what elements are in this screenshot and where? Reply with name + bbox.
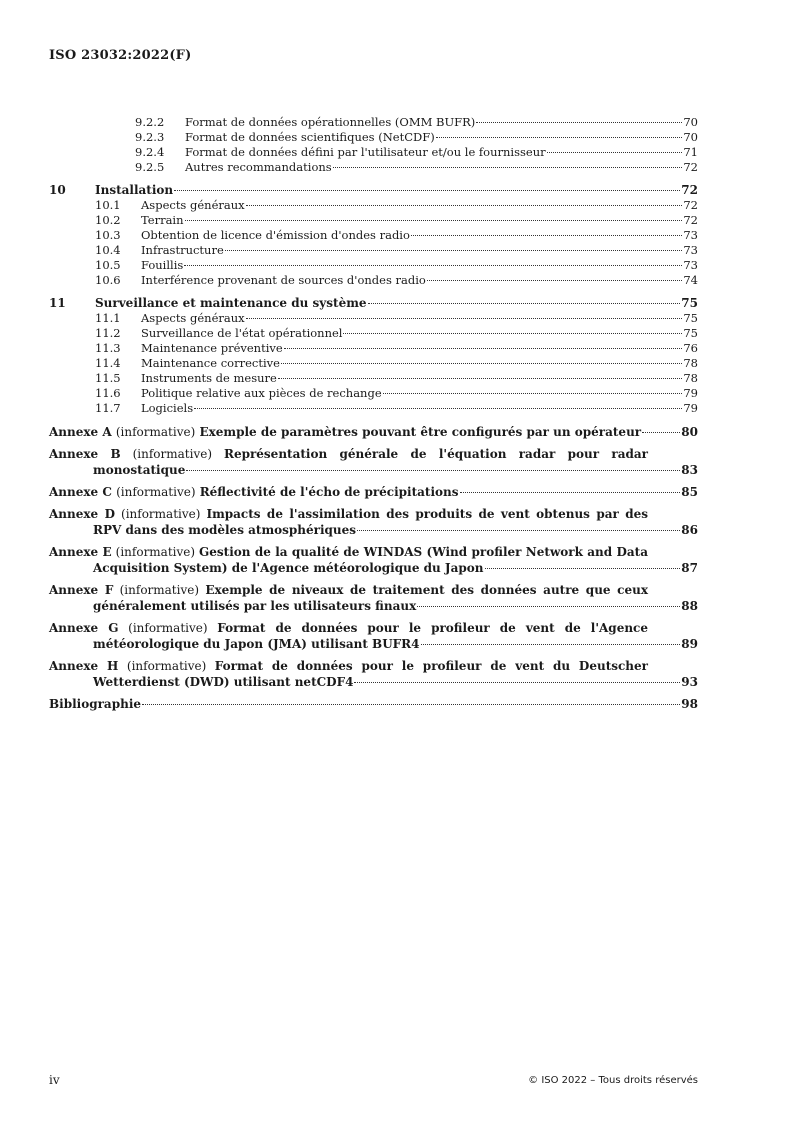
toc-title: Politique relative aux pièces de rechange (141, 386, 382, 400)
toc-title: Surveillance et maintenance du système (95, 296, 367, 310)
toc-number: 9.2.4 (135, 145, 165, 159)
annex-label: Annexe F (49, 583, 114, 597)
toc-bibliography[interactable] (49, 696, 698, 712)
toc-annex-c[interactable] (49, 484, 698, 500)
toc-page: 78 (683, 356, 698, 370)
dot-leader (642, 432, 680, 433)
dot-leader (278, 378, 683, 379)
toc-section-10[interactable] (49, 183, 698, 198)
toc-number: 11.3 (95, 341, 121, 355)
toc-title: Surveillance de l'état opérationnel (141, 326, 343, 340)
toc-number: 9.2.3 (135, 130, 165, 144)
toc-title: Aspects généraux (141, 198, 245, 212)
toc-title: Logiciels (141, 401, 194, 415)
annex-label: Annexe D (49, 507, 115, 521)
toc-page: 71 (683, 145, 698, 159)
toc-title: Infrastructure (141, 243, 224, 257)
toc-entry-9-2-5[interactable] (49, 160, 698, 175)
toc-annex-f[interactable] (49, 582, 698, 614)
dot-leader (368, 303, 681, 304)
annex-title-line2: généralement utilisés par les utilisateurs finaux (93, 599, 417, 613)
dot-leader (411, 235, 682, 236)
toc-page: 85 (681, 485, 698, 499)
toc-entry-11-4[interactable] (49, 356, 698, 371)
dot-leader (225, 250, 683, 251)
annex-type: (informative) (115, 545, 196, 559)
toc-title: Maintenance corrective (141, 356, 280, 370)
dot-leader (460, 492, 681, 493)
toc-annex-b[interactable] (49, 446, 698, 478)
annex-title-line1: Format de données pour le profileur de vent du Deutscher (214, 659, 648, 673)
toc-page: 75 (681, 296, 698, 310)
dot-leader (246, 205, 683, 206)
toc-annex-a[interactable] (49, 424, 698, 440)
toc-entry-11-5[interactable] (49, 371, 698, 386)
toc-page: 75 (683, 311, 698, 325)
toc-title: Format de données scientifiques (NetCDF) (185, 130, 435, 144)
annex-type: (informative) (121, 507, 201, 521)
annex-title-line1: Exemple de niveaux de traitement des données autre que ceux (205, 583, 648, 597)
toc-number: 11.5 (95, 371, 121, 385)
toc-title: Obtention de licence d'émission d'ondes radio (141, 228, 410, 242)
toc-section-11[interactable] (49, 296, 698, 311)
dot-leader (436, 137, 683, 138)
toc-page: 73 (683, 228, 698, 242)
dot-leader (383, 393, 683, 394)
toc-page: 76 (683, 341, 698, 355)
dot-leader (174, 190, 680, 191)
annex-title-line2: météorologique du Japon (JMA) utilisant BUFR4 (93, 637, 420, 651)
toc-annex-g[interactable] (49, 620, 698, 652)
toc-annex-d[interactable] (49, 506, 698, 538)
toc-entry-9-2-3[interactable] (49, 130, 698, 145)
toc-number: 10.4 (95, 243, 121, 257)
toc-entry-10-4[interactable] (49, 243, 698, 258)
toc-page: 70 (683, 130, 698, 144)
dot-leader (333, 167, 683, 168)
annex-title-line2: RPV dans des modèles atmosphériques (93, 523, 357, 537)
annex-title-line2: monostatique (93, 463, 186, 477)
annex-type: (informative) (128, 621, 208, 635)
table-of-contents (49, 115, 698, 712)
annex-label: Annexe B (49, 447, 121, 461)
toc-entry-11-1[interactable] (49, 311, 698, 326)
toc-page: 80 (681, 425, 698, 439)
toc-entry-9-2-2[interactable] (49, 115, 698, 130)
annex-title: Réflectivité de l'écho de précipitations (199, 485, 459, 499)
toc-title: Maintenance préventive (141, 341, 283, 355)
dot-leader (284, 348, 683, 349)
dot-leader (476, 122, 682, 123)
toc-number: 11 (49, 296, 66, 310)
toc-number: 9.2.5 (135, 160, 165, 174)
toc-title: Installation (95, 183, 174, 197)
toc-entry-11-3[interactable] (49, 341, 698, 356)
annex-label: Annexe C (49, 485, 112, 499)
toc-page: 78 (683, 371, 698, 385)
toc-title: Format de données opérationnelles (OMM BUFR) (185, 115, 476, 129)
toc-number: 11.6 (95, 386, 121, 400)
annex-type: (informative) (115, 425, 196, 439)
toc-number: 10.1 (95, 198, 121, 212)
toc-page: 88 (681, 599, 698, 613)
toc-number: 10.5 (95, 258, 121, 272)
toc-number: 11.7 (95, 401, 121, 415)
toc-page: 70 (683, 115, 698, 129)
toc-entry-10-2[interactable] (49, 213, 698, 228)
dot-leader (186, 470, 680, 471)
toc-number: 10.6 (95, 273, 121, 287)
annex-title-line1: Format de données pour le profileur de vent de l'Agence (217, 621, 648, 635)
toc-annex-e[interactable] (49, 544, 698, 576)
toc-page: 98 (681, 697, 698, 711)
toc-number: 11.2 (95, 326, 121, 340)
toc-page: 93 (681, 675, 698, 689)
toc-page: 75 (683, 326, 698, 340)
toc-page: 73 (683, 258, 698, 272)
annex-type: (informative) (119, 583, 200, 597)
toc-entry-11-7[interactable] (49, 401, 698, 416)
footer-page-number: iv (49, 1073, 60, 1087)
toc-page: 79 (683, 386, 698, 400)
toc-entry-11-6[interactable] (49, 386, 698, 401)
dot-leader (427, 280, 683, 281)
toc-entry-10-1[interactable] (49, 198, 698, 213)
annex-label: Annexe H (49, 659, 119, 673)
toc-annex-h[interactable] (49, 658, 698, 690)
toc-number: 10.3 (95, 228, 121, 242)
toc-entry-10-5[interactable] (49, 258, 698, 273)
toc-page: 86 (681, 523, 698, 537)
annex-title-line2: Acquisition System) de l'Agence météorologique du Japon (93, 561, 484, 575)
dot-leader (357, 530, 680, 531)
toc-entry-9-2-4[interactable] (49, 145, 698, 160)
dot-leader (194, 408, 682, 409)
toc-number: 10 (49, 183, 66, 197)
annex-title-line1: Impacts de l'assimilation des produits de vent obtenus par des (206, 507, 648, 521)
toc-title: Terrain (141, 213, 184, 227)
dot-leader (421, 644, 681, 645)
toc-entry-10-6[interactable] (49, 273, 698, 288)
annex-type: (informative) (126, 659, 207, 673)
bibliography-title: Bibliographie (49, 697, 142, 711)
toc-title: Instruments de mesure (141, 371, 277, 385)
toc-number: 11.1 (95, 311, 121, 325)
toc-page: 72 (683, 213, 698, 227)
toc-number: 9.2.2 (135, 115, 165, 129)
annex-title-line2: Wetterdienst (DWD) utilisant netCDF4 (93, 675, 354, 689)
annex-title: Exemple de paramètres pouvant être configurés par un opérateur (199, 425, 642, 439)
toc-page: 72 (681, 183, 698, 197)
document-id: ISO 23032:2022(F) (49, 48, 192, 63)
toc-number: 10.2 (95, 213, 121, 227)
toc-entry-11-2[interactable] (49, 326, 698, 341)
dot-leader (246, 318, 683, 319)
dot-leader (354, 682, 680, 683)
annex-label: Annexe G (49, 621, 119, 635)
toc-title: Autres recommandations (185, 160, 332, 174)
toc-title: Format de données défini par l'utilisateur et/ou le fournisseur (185, 145, 546, 159)
dot-leader (185, 220, 683, 221)
toc-page: 73 (683, 243, 698, 257)
toc-page: 72 (683, 160, 698, 174)
toc-page: 79 (683, 401, 698, 415)
toc-title: Interférence provenant de sources d'ondes radio (141, 273, 426, 287)
dot-leader (184, 265, 682, 266)
dot-leader (485, 568, 681, 569)
toc-number: 11.4 (95, 356, 121, 370)
toc-page: 72 (683, 198, 698, 212)
annex-title-line1: Représentation générale de l'équation radar pour radar (223, 447, 648, 461)
toc-page: 87 (681, 561, 698, 575)
toc-entry-10-3[interactable] (49, 228, 698, 243)
annex-type: (informative) (116, 485, 196, 499)
toc-page: 89 (681, 637, 698, 651)
footer-copyright: © ISO 2022 – Tous droits réservés (528, 1075, 698, 1086)
toc-page: 74 (683, 273, 698, 287)
annex-type: (informative) (132, 447, 213, 461)
dot-leader (417, 606, 680, 607)
dot-leader (343, 333, 682, 334)
dot-leader (547, 152, 683, 153)
toc-page: 83 (681, 463, 698, 477)
annex-label: Annexe E (49, 545, 112, 559)
toc-title: Aspects généraux (141, 311, 245, 325)
annex-title-line1: Gestion de la qualité de WINDAS (Wind profiler Network and Data (199, 545, 648, 559)
annex-label: Annexe A (49, 425, 112, 439)
dot-leader (142, 704, 680, 705)
toc-title: Fouillis (141, 258, 184, 272)
dot-leader (281, 363, 682, 364)
